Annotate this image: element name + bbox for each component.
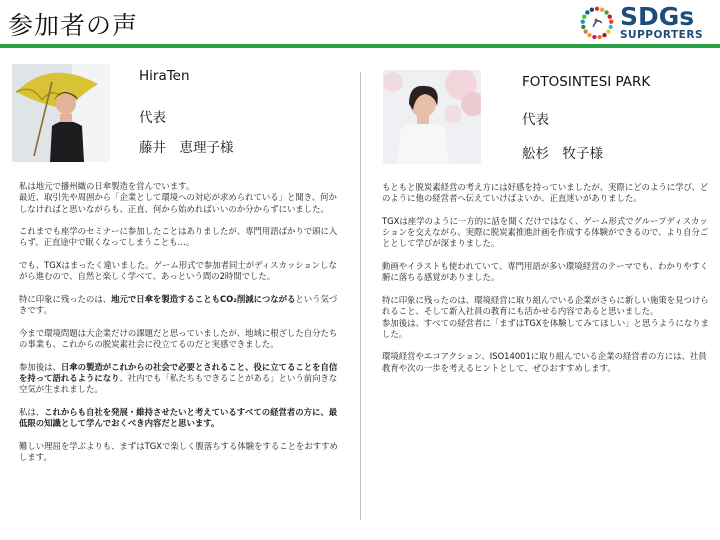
- testimonial-paragraph: [19, 294, 341, 317]
- role-title: 代表: [522, 112, 549, 128]
- wheel-dot: [581, 25, 585, 29]
- testimonial-paragraph: [19, 328, 341, 351]
- person-name: 藤井 恵理子様: [139, 140, 234, 156]
- wheel-dot: [585, 10, 589, 14]
- org-name: FOTOSINTESI PARK: [522, 74, 651, 90]
- wheel-dot: [595, 7, 599, 11]
- testimonial-paragraph: [382, 295, 710, 340]
- paragraph-text: 環境経営やエコアクション、ISO14001に取り組んでいる企業の経営者の方には、社員教育や次の一歩を考えるヒントとして、ぜひおすすめします。: [382, 351, 707, 373]
- paragraph-text: 今まで環境問題は大企業だけの課題だと思っていましたが、地域に根ざした自分たちの事業も、これからの脱炭素社会に役立てるのだと実感できました。: [19, 327, 338, 350]
- wheel-dot: [606, 29, 610, 33]
- person-name: 舩杉 牧子様: [522, 146, 603, 162]
- testimonial-right: [382, 182, 710, 385]
- wheel-dot: [600, 8, 604, 12]
- testimonial-paragraph: [19, 362, 341, 396]
- logo-subtitle: SUPPORTERS: [620, 29, 704, 41]
- paragraph-text: 私は、: [19, 406, 45, 417]
- paragraph-text: 特に印象に残ったのは、: [19, 293, 112, 304]
- testimonial-paragraph: [19, 260, 341, 283]
- testimonial-paragraph: [19, 181, 341, 215]
- paragraph-text: 参加後は、: [19, 361, 61, 372]
- testimonial-paragraph: [19, 407, 341, 430]
- sdgs-wheel-icon: [578, 4, 616, 42]
- testimonial-paragraph: [382, 182, 710, 205]
- org-name: HiraTen: [139, 68, 190, 84]
- column-divider: [360, 72, 361, 520]
- wheel-dot: [582, 14, 586, 18]
- sdgs-supporters-logo: [576, 2, 720, 44]
- woman-with-blossoms-image: [383, 70, 481, 164]
- emphasis-text: 日傘の製造がこれからの社会で必要とされること、役に立てることを自信を持って語れるようになり: [19, 361, 338, 384]
- testimonial-paragraph: [19, 226, 341, 249]
- paragraph-text: もともと脱炭素経営の考え方には好感を持っていましたが、実際にどのように学び、どのように他の経営者へ伝えていけばよいか、正直迷いがありました。: [382, 182, 709, 204]
- wheel-dot: [590, 8, 594, 12]
- emphasis-text: 地元で日傘を製造することもCO₂削減につながる: [111, 293, 296, 304]
- wheel-dot: [608, 14, 612, 18]
- wheel-dot: [609, 20, 613, 24]
- role-title: 代表: [139, 110, 166, 126]
- title-underline: [0, 44, 720, 48]
- paragraph-text: 、社内でも「私たちもできることがある」という前向きな空気が生まれました。: [19, 373, 338, 395]
- testimonial-paragraph: [382, 216, 710, 250]
- wheel-dot: [602, 33, 606, 37]
- wheel-dot: [597, 35, 601, 39]
- paragraph-text: という気づきです。: [19, 293, 338, 316]
- paragraph-text: TGXは座学のように一方的に話を聞くだけではなく、ゲーム形式でグループディスカッションを交えながら、実際に脱炭素推進計画を作成する体験ができるので、より自分ごととして学びが深まりました。: [382, 215, 709, 249]
- testimonial-paragraph: [382, 351, 710, 374]
- portrait-photo-left: [12, 64, 110, 162]
- paragraph-text: 難しい理屈を学ぶよりも、まずはTGXで楽しく腹落ちする体験をすることをおすすめします。: [19, 440, 338, 463]
- paragraph-text: 特に印象に残ったのは、環境経営に取り組んでいる企業がさらに新しい施策を見つけられること、そして新入社員の教育にも活かせる内容であると思いました。 参加後は、すべての経営者に「まずはTGXを体験してみてほしい」と思うようになりました。: [382, 294, 710, 339]
- wheel-dot: [587, 33, 591, 37]
- paragraph-text: 私は地元で播州織の日傘製造を営んでいます。 最近、取引先や周囲から「企業として環境への対応が求められている」と聞き、何かしなければと思いながらも、正直、何から始めればいいのか分からずにいました。: [19, 181, 337, 214]
- testimonial-paragraph: [382, 261, 710, 284]
- wheel-dot: [581, 20, 585, 24]
- wheel-dot: [604, 10, 608, 14]
- profile-left: [139, 64, 339, 154]
- woman-with-parasol-image: [12, 64, 110, 162]
- wheel-dot: [583, 29, 587, 33]
- profile-right: [522, 70, 712, 160]
- paragraph-text: 動画やイラストも使われていて、専門用語が多い環境経営のテーマでも、わかりやすく腑に落ちる感覚がありました。: [382, 261, 709, 283]
- page-title: 参加者の声: [8, 11, 139, 40]
- logo-mark: SDGs: [620, 2, 695, 31]
- portrait-photo-right: [383, 70, 481, 164]
- testimonial-paragraph: [19, 441, 341, 464]
- paragraph-text: でも、TGXはまったく違いました。ゲーム形式で参加者同士がディスカッションしながら進むので、自然と楽しく学べて、あっという間の2時間でした。: [19, 260, 337, 282]
- wheel-dot: [592, 35, 596, 39]
- paragraph-text: これまでも座学のセミナーに参加したことはありましたが、専門用語ばかりで頭に入らず、正直途中で眠くなってしまうことも…。: [19, 226, 338, 248]
- emphasis-text: これからも自社を発展・維持させたいと考えているすべての経営者の方に、最低限の知識として学んでおくべき内容だと思います。: [19, 406, 338, 429]
- testimonial-left: [19, 181, 341, 475]
- wheel-dot: [609, 25, 613, 29]
